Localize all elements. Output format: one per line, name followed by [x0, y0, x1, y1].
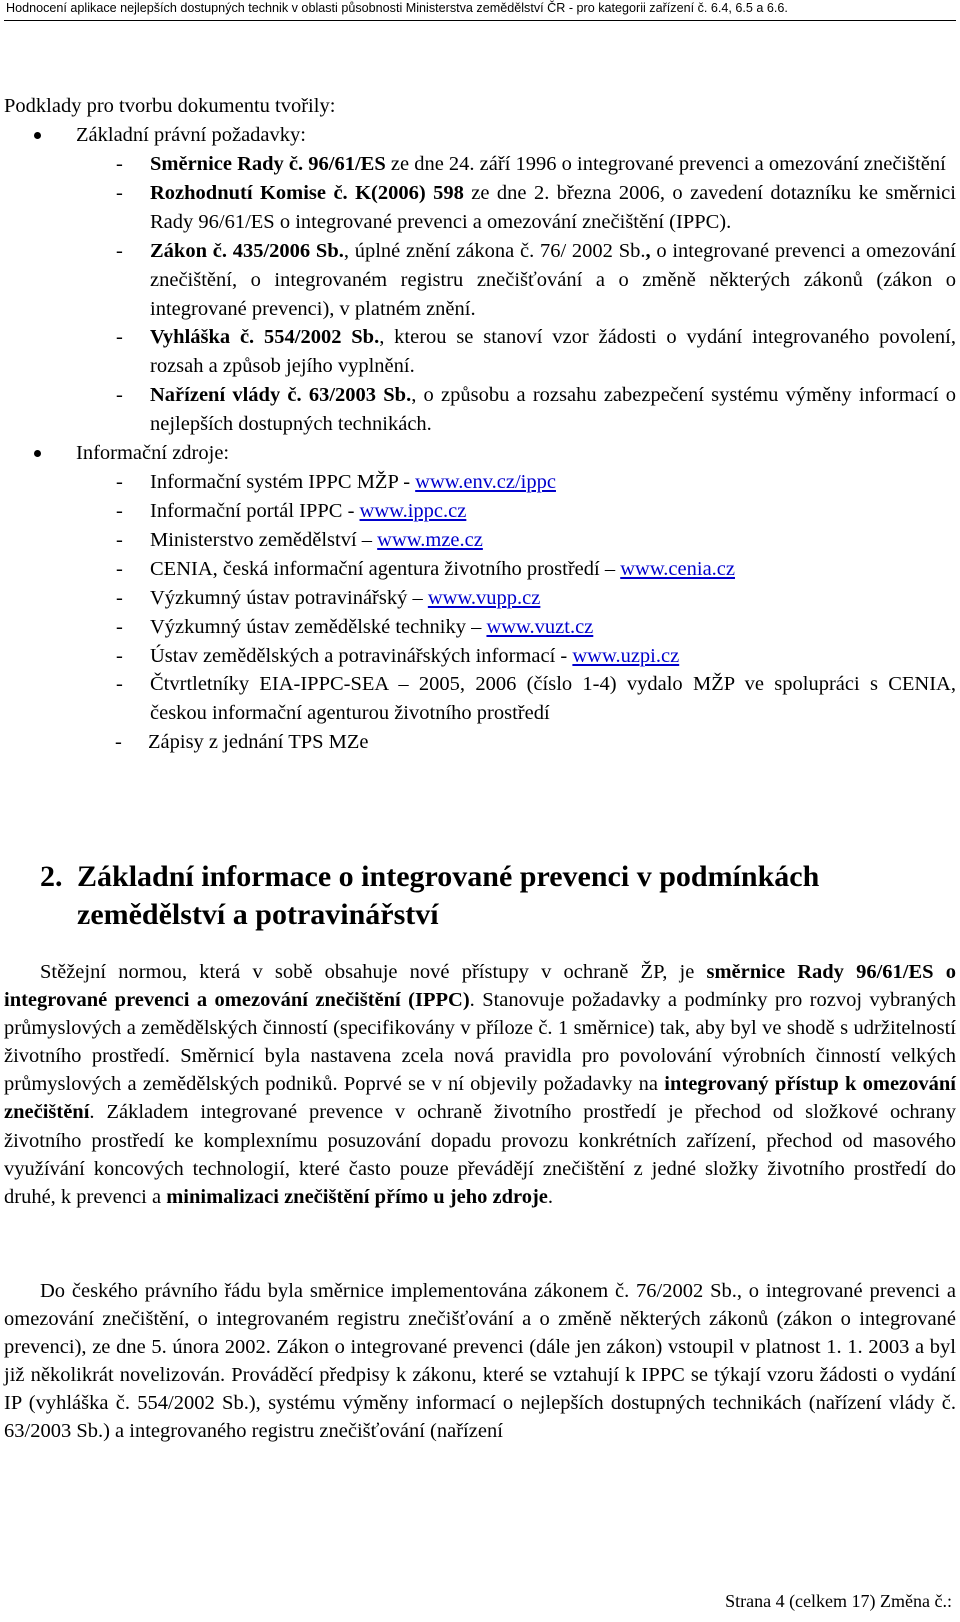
legal-item-title: Směrnice Rady č. 96/61/ES: [150, 153, 386, 175]
info-item-text: Ministerstvo zemědělství –: [150, 528, 378, 551]
info-item: [4, 584, 956, 613]
legal-item-text: , kterou se stanoví vzor žádosti o vydání integrovaného povolení, rozsah a způsob jejího vyplnění.: [150, 326, 956, 378]
info-item-link[interactable]: www.ippc.cz: [359, 499, 467, 522]
info-item-link[interactable]: www.env.cz/ippc: [415, 471, 556, 494]
info-item-link[interactable]: www.cenia.cz: [620, 557, 735, 580]
info-item-text: Výzkumný ústav potravinářský –: [150, 586, 428, 609]
legal-item-text: ze dne 2. března 2006, o zavedení dotazníku ke směrnici Rady 96/61/ES o integrované prevenci a omezování znečištění (IPPC).: [150, 181, 956, 233]
info-item-text: CENIA, česká informační agentura životního prostředí –: [150, 557, 621, 580]
paragraph-bold: směrnice Rady 96/61/ES o integrované prevenci a omezování znečištění (IPPC): [4, 961, 957, 1012]
page-footer: Strana 4 (celkem 17) Změna č.:: [725, 1591, 952, 1611]
info-item: [4, 728, 956, 757]
dash-marker: -: [116, 181, 123, 204]
legal-item-comma: ,: [645, 239, 651, 262]
info-item-link[interactable]: www.vupp.cz: [427, 586, 541, 609]
legal-item: [4, 150, 956, 179]
paragraph-text: .: [547, 1185, 553, 1208]
info-item-text: Čtvrtletníky EIA-IPPC-SEA – 2005, 2006 (číslo 1-4) vydalo MŽP ve spolupráci s CENIA, českou informační agenturou životního prostředí: [150, 673, 956, 725]
dash-marker: -: [116, 326, 123, 349]
dash-marker: -: [116, 239, 123, 262]
legal-item-text: , o způsobu a rozsahu zabezpečení systému výměny informací o nejlepších dostupných technikách.: [150, 384, 956, 436]
paragraph-text: Stěžejní normou, která v sobě obsahuje nové přístupy v ochraně ŽP, je: [40, 961, 707, 983]
paragraph-law: Do českého právního řádu byla směrnice implementována zákonem č. 76/2002 Sb., o integrované prevenci a omezování znečištění, o integrovaném registru znečišťování a o změně některých zákonů (zákon o integrované prevenci), ze dne 5. února 2002. Zákon o integrované prevenci (dále jen zákon) vstoupil v platnost 1. 1. 2003 a byl již několikrát novelizován. Prováděcí předpisy k zákonu, které se vztahují k IPPC se týkají vzoru žádosti o vydání IP (vyhláška č. 554/2002 Sb.), systému výměny informací o nejlepších dostupných technikách (nařízení vlády č. 63/2003 Sb.) a integrovaného registru znečišťování (nařízení: [4, 1280, 956, 1443]
info-item-link[interactable]: www.mze.cz: [377, 528, 483, 551]
bullet-legal: [4, 121, 956, 150]
dash-marker: -: [116, 384, 123, 407]
info-item-text: Zápisy z jednání TPS MZe: [148, 731, 369, 754]
section-heading: [40, 858, 920, 934]
dash-marker: -: [116, 499, 123, 522]
legal-item-text-cont: o integrované prevenci a omezování znečištění, o integrovaném registru znečišťování a o změně některých zákonů (zákon o integrované prevenci), v platném znění.: [150, 239, 957, 320]
paragraph-bold: minimalizaci znečištění přímo u jeho zdroje: [166, 1185, 548, 1208]
dash-marker: -: [116, 615, 123, 638]
dash-marker: -: [116, 673, 123, 696]
dash-marker: -: [116, 528, 123, 551]
bullet-icon: [34, 450, 41, 457]
legal-item: [4, 179, 956, 237]
legal-label: Základní právní požadavky:: [76, 124, 306, 146]
paragraph-text: . Stanovuje požadavky a podmínky pro rozvoj vybraných průmyslových a zemědělských činností (specifikovány v příloze č. 1 směrnice) tak, aby byl ve shodě s udržitelností životního prostředí. Směrnicí byla nastavena zcela nová pravidla pro povolování výrobních činností velkých průmyslových a zemědělských podniků. Poprvé se v ní objevily požadavky na: [4, 989, 956, 1096]
info-item: [4, 670, 956, 728]
sources-section: [4, 92, 956, 757]
info-item-text: Informační portál IPPC -: [150, 499, 360, 522]
section-heading-line1: [40, 858, 920, 896]
info-label: Informační zdroje:: [76, 442, 230, 465]
info-item: [4, 613, 956, 642]
info-item-text: Informační systém IPPC MŽP -: [150, 471, 416, 494]
header-rule: [4, 20, 956, 21]
bullet-icon: [34, 132, 41, 139]
info-item-text: Výzkumný ústav zemědělské techniky –: [150, 615, 487, 638]
info-item-text: Ústav zemědělských a potravinářských informací -: [150, 644, 573, 667]
legal-item-title: Zákon č. 435/2006 Sb.: [150, 239, 344, 262]
legal-item-title: Vyhláška č. 554/2002 Sb.: [150, 326, 380, 349]
paragraph-bold: integrovaný přístup k omezování znečištění: [4, 1073, 956, 1124]
info-item: [4, 642, 956, 671]
info-item-link[interactable]: www.vuzt.cz: [486, 615, 594, 638]
info-item: [4, 526, 956, 555]
legal-item: [4, 323, 956, 381]
info-item: [4, 555, 956, 584]
dash-marker: -: [116, 557, 123, 580]
legal-item-text: , úplné znění zákona č. 76/ 2002 Sb.: [343, 239, 646, 262]
section-number: 2.: [40, 860, 63, 893]
sources-intro: Podklady pro tvorbu dokumentu tvořily:: [4, 95, 336, 117]
legal-item: [4, 237, 956, 324]
dash-marker: -: [116, 471, 123, 494]
info-item-link[interactable]: www.uzpi.cz: [572, 644, 680, 667]
paragraph-text: . Základem integrované prevence v ochraně životního prostředí je přechod od složkové ochrany životního prostředí ke komplexnímu posuzování dopadu provozu konkrétních zařízení, přechod od masového využívání koncových technologií, které často pouze převádějí znečištění z jedné složky životního prostředí do druhé, k prevenci a: [4, 1101, 956, 1208]
paragraph-directive: [4, 958, 956, 1211]
info-item: [4, 468, 956, 497]
legal-item-title: Rozhodnutí Komise č. K(2006) 598: [150, 181, 464, 204]
dash-marker: -: [116, 644, 123, 667]
section-title-line1: Základní informace o integrované prevenci v podmínkách: [77, 860, 820, 893]
dash-marker: -: [116, 586, 123, 609]
running-header: Hodnocení aplikace nejlepších dostupných technik v oblasti působnosti Ministerstva zemědělství ČR - pro kategorii zařízení č. 6.4, 6.5 a 6.6.: [6, 1, 788, 15]
dash-marker: -: [115, 731, 122, 754]
section-title-line2: zemědělství a potravinářství: [77, 898, 439, 931]
dash-marker: -: [116, 153, 123, 175]
bullet-info: [4, 439, 956, 468]
legal-item: [4, 381, 956, 439]
info-item: [4, 497, 956, 526]
legal-item-title: Nařízení vlády č. 63/2003 Sb.: [150, 384, 412, 407]
legal-item-text: ze dne 24. září 1996 o integrované prevenci a omezování znečištění: [385, 153, 946, 175]
